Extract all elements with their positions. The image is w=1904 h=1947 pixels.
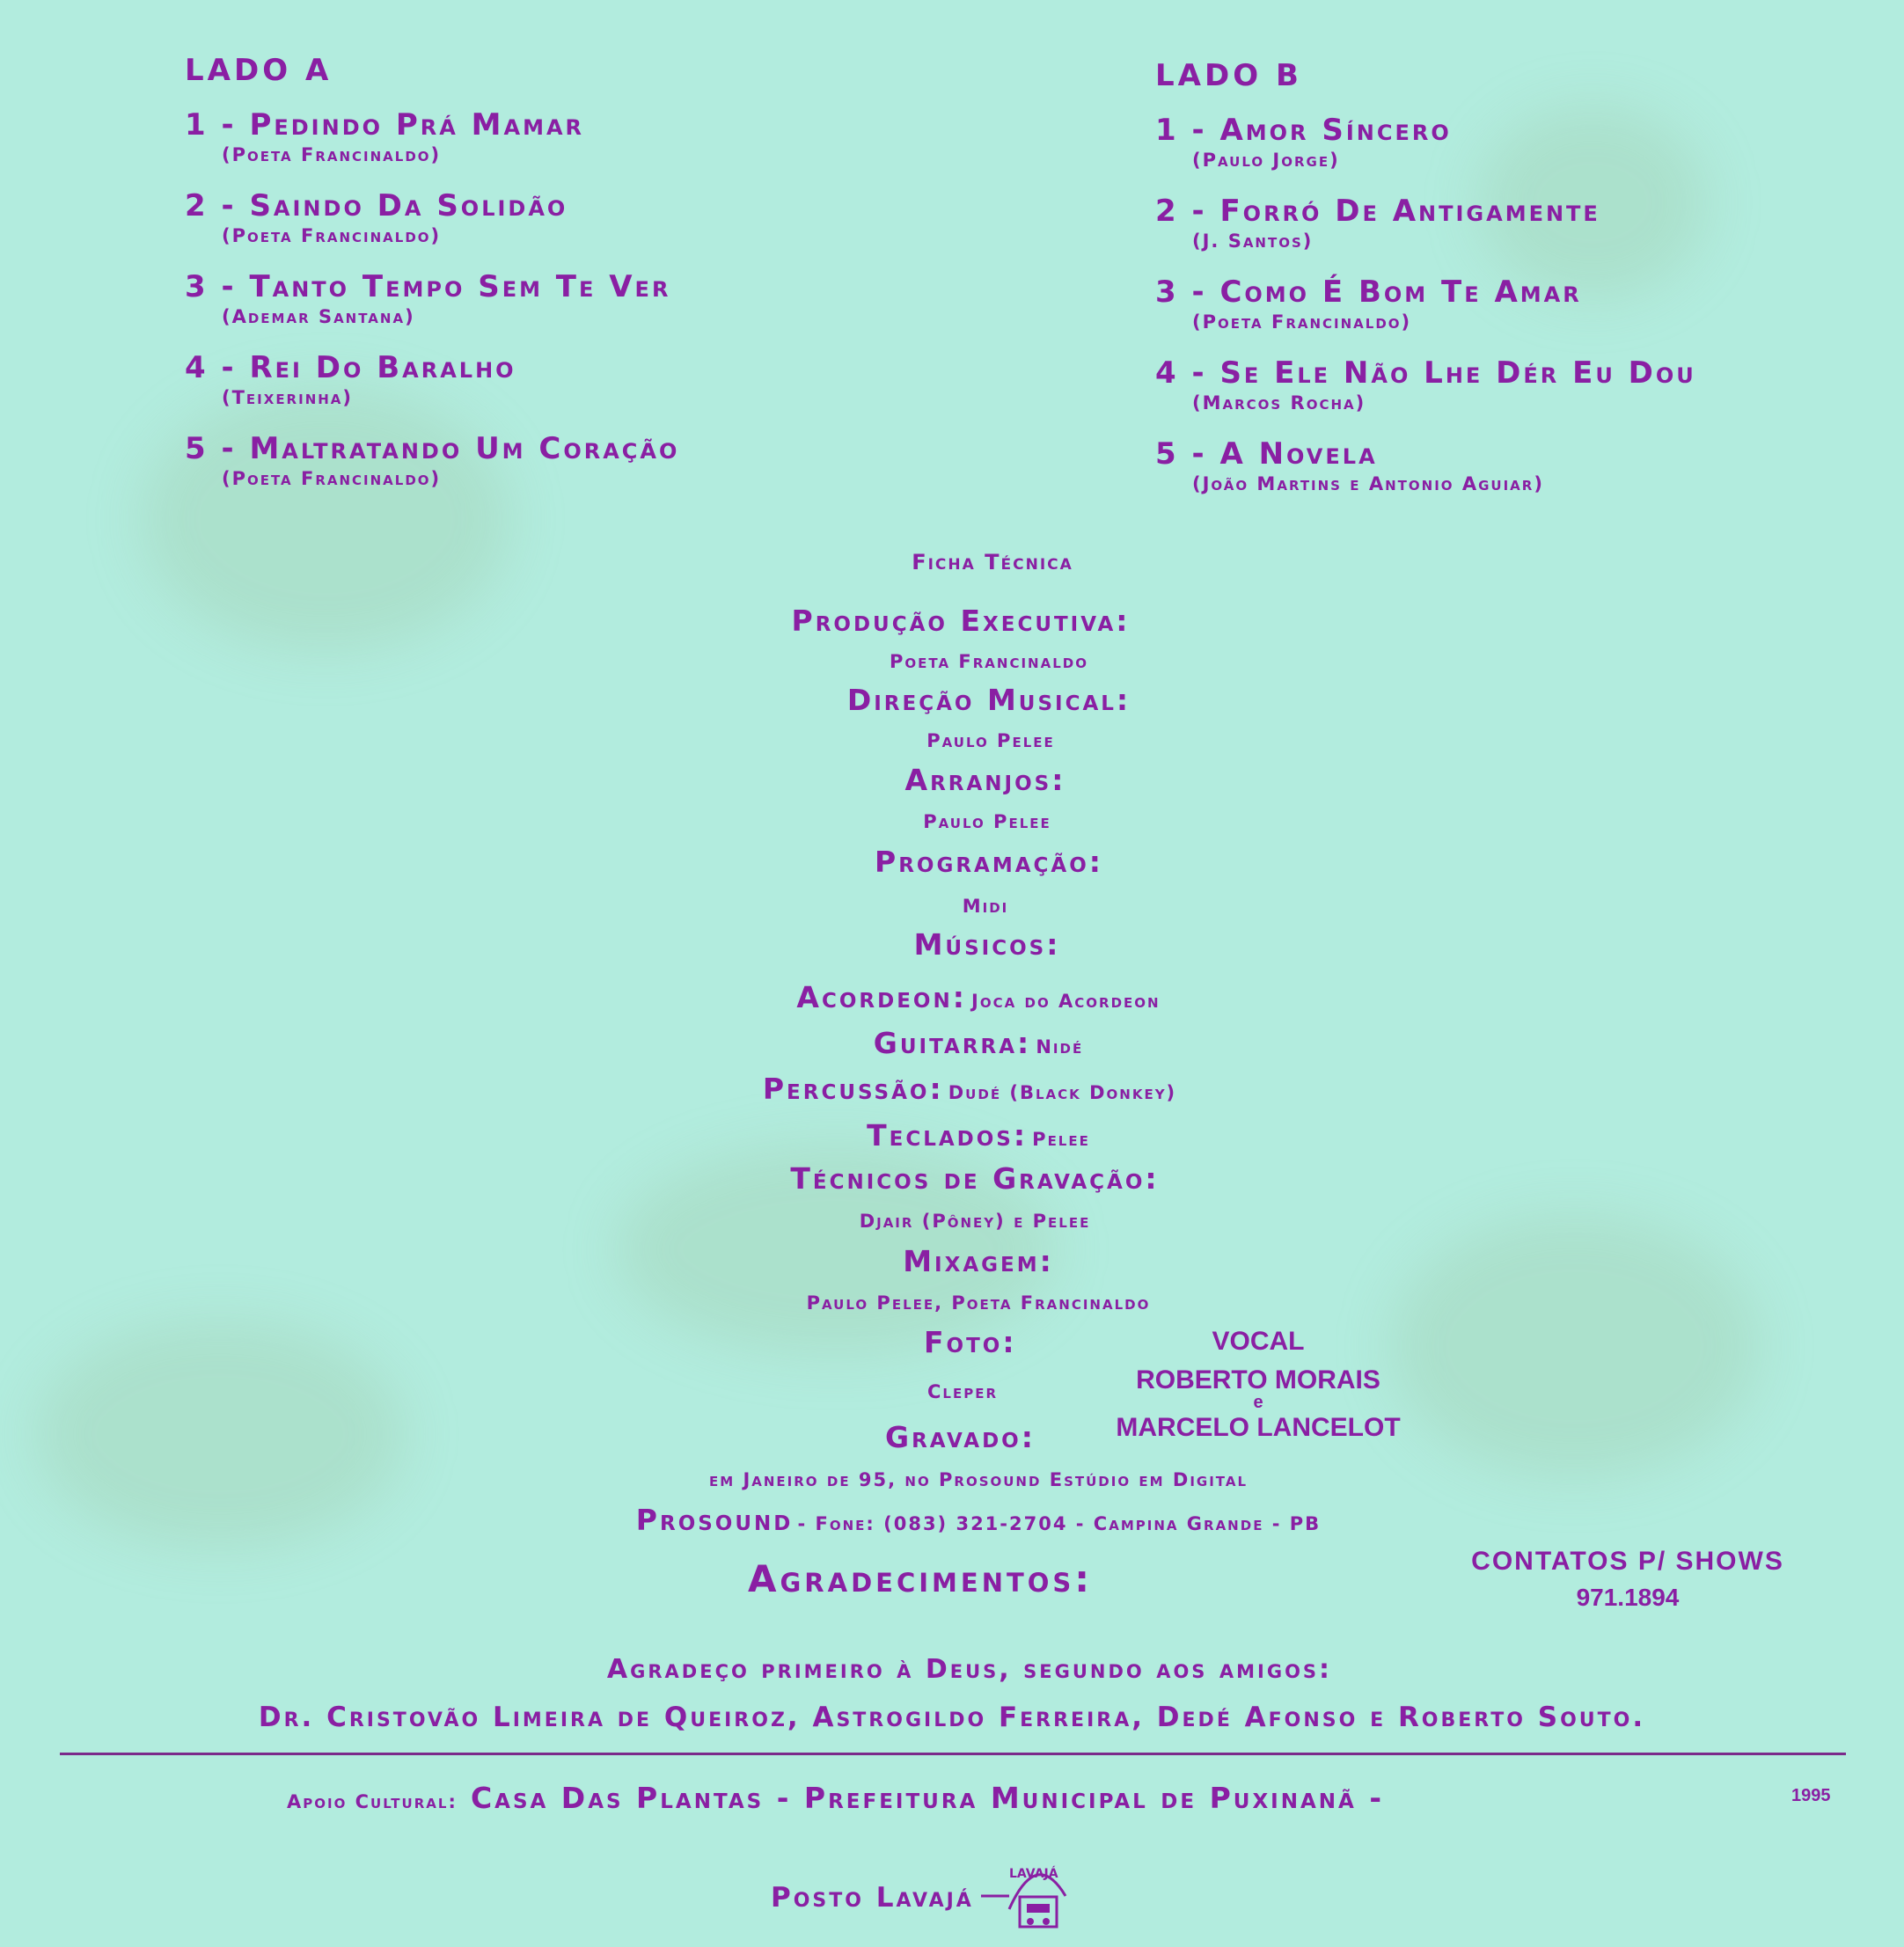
contacts-label: CONTATOS P/ SHOWS (1471, 1547, 1784, 1576)
arranjos-label: Arranjos: (904, 763, 1066, 797)
track-author: (Teixerinha) (222, 387, 354, 408)
guitarra-row (26, 1026, 1904, 1060)
tecnicos-label: Técnicos de Gravação: (790, 1161, 1160, 1196)
guitarra-value: Nidé (1036, 1036, 1084, 1058)
percussao-value: Dudé (Black Donkey) (948, 1082, 1177, 1103)
vocal-name-1: ROBERTO MORAIS (1136, 1365, 1380, 1394)
contacts-block (1461, 1547, 1795, 1612)
track (185, 107, 679, 165)
track-title: 1 - Pedindo Prá Mamar (185, 107, 585, 143)
track-title: 5 - A Novela (1155, 436, 1378, 472)
side-b (1155, 58, 1696, 517)
posto-row (771, 1856, 1094, 1939)
side-a-title: LADO A (185, 53, 333, 88)
lavaja-logo (979, 1856, 1094, 1939)
acordeon-row (26, 980, 1904, 1014)
track (185, 431, 679, 489)
thanks-line-1: Agradeço primeiro à Deus, segundo aos amigos: (606, 1654, 1333, 1685)
track (1155, 274, 1696, 333)
teclados-row (26, 1118, 1904, 1153)
thanks-heading: Agradecimentos: (748, 1557, 1094, 1600)
prosound-name: Prosound (635, 1503, 794, 1537)
programacao-label: Programação: (875, 845, 1103, 879)
track (1155, 194, 1696, 252)
track-title: 5 - Maltratando Um Coração (185, 431, 680, 466)
track-author: (Paulo Jorge) (1192, 150, 1340, 171)
mixagem-label: Mixagem: (903, 1244, 1054, 1278)
track-author: (Poeta Francinaldo) (1192, 311, 1412, 333)
prosound-info: - Fone: (083) 321-2704 - Campina Grande - PB (797, 1513, 1322, 1534)
track (185, 350, 679, 408)
acordeon-value: Joca do Acordeon (971, 991, 1161, 1012)
track-title: 4 - Rei Do Baralho (185, 350, 516, 385)
track-author: (Poeta Francinaldo) (222, 225, 442, 246)
prosound-row (26, 1503, 1904, 1537)
track-author: (Marcos Rocha) (1192, 392, 1366, 414)
gravado-value: em Janeiro de 95, no Prosound Estúdio em Digital (708, 1469, 1249, 1490)
lavaja-logo-graphic (979, 1856, 1094, 1936)
posto-name: Posto Lavajá (771, 1882, 974, 1914)
track (1155, 113, 1696, 171)
track-title: 3 - Tanto Tempo Sem Te Ver (185, 269, 671, 304)
arranjos-value: Paulo Pelee (923, 811, 1051, 832)
vocal-title: VOCAL (1212, 1327, 1305, 1356)
track (185, 188, 679, 246)
track (1155, 355, 1696, 414)
teclados-label: Teclados: (867, 1118, 1029, 1153)
foto-label: Foto: (924, 1325, 1017, 1359)
apoio-label: Apoio Cultural: (287, 1791, 458, 1812)
foto-value: Cleper (927, 1381, 999, 1402)
vocal-block (1091, 1327, 1425, 1443)
tecnicos-value: Djair (Pôney) e Pelee (859, 1211, 1091, 1232)
producao-value: Poeta Francinaldo (890, 651, 1088, 672)
mixagem-value: Paulo Pelee, Poeta Francinaldo (806, 1292, 1151, 1314)
track-title: 4 - Se Ele Não Lhe Dér Eu Dou (1155, 355, 1696, 391)
track (185, 269, 679, 327)
producao-label: Produção Executiva: (791, 604, 1131, 638)
credits-heading: Ficha Técnica (912, 550, 1073, 575)
track-title: 1 - Amor Síncero (1155, 113, 1452, 148)
track-author: (Poeta Francinaldo) (222, 468, 442, 489)
direcao-value: Paulo Pelee (926, 730, 1055, 751)
track-author: (Ademar Santana) (222, 306, 415, 327)
vocal-connector: e (1253, 1393, 1263, 1412)
guitarra-label: Guitarra: (873, 1026, 1032, 1060)
track-author: (J. Santos) (1192, 231, 1314, 252)
year: 1995 (1791, 1786, 1831, 1805)
direcao-label: Direção Musical: (846, 683, 1131, 717)
acordeon-label: Acordeon: (796, 980, 967, 1014)
programacao-value: Midi (962, 896, 1009, 917)
track-title: 2 - Saindo Da Solidão (185, 188, 568, 223)
apoio-value: Casa Das Plantas - Prefeitura Municipal de Puxinanã - (470, 1781, 1385, 1815)
logo-text: LAVAJÁ (1008, 1867, 1058, 1881)
musicos-label: Músicos: (913, 927, 1061, 962)
track (1155, 436, 1696, 494)
percussao-label: Percussão: (762, 1072, 944, 1106)
side-b-title: LADO B (1155, 58, 1302, 93)
track-author: (João Martins e Antonio Aguiar) (1192, 473, 1544, 494)
apoio-row (287, 1781, 1384, 1815)
side-a (185, 53, 679, 512)
track-author: (Poeta Francinaldo) (222, 144, 442, 165)
divider (60, 1753, 1846, 1755)
contacts-phone: 971.1894 (1576, 1584, 1680, 1611)
thanks-line-2: Dr. Cristovão Limeira de Queiroz, Astrogildo Ferreira, Dedé Afonso e Roberto Souto. (258, 1702, 1646, 1733)
percussao-row (18, 1072, 1904, 1106)
track-title: 3 - Como É Bom Te Amar (1155, 274, 1582, 310)
track-title: 2 - Forró De Antigamente (1155, 194, 1600, 229)
gravado-label: Gravado: (885, 1420, 1036, 1454)
vocal-name-2: MARCELO LANCELOT (1116, 1413, 1401, 1442)
teclados-value: Pelee (1032, 1129, 1090, 1150)
